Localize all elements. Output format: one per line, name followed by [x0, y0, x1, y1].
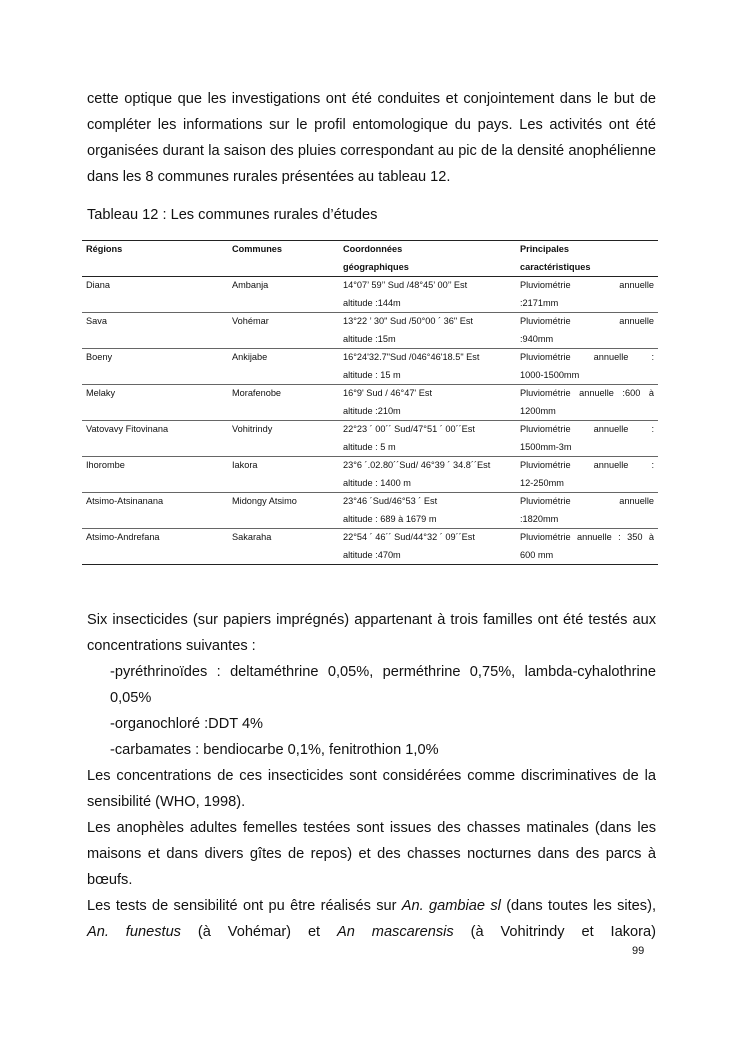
header-commune: Communes — [228, 241, 339, 277]
cell-region: Ihorombe — [86, 460, 125, 470]
list-item-carbamates: -carbamates : bendiocarbe 0,1%, fenitrothion 1,0% — [110, 742, 439, 758]
header-coordinates: Coordonnées géographiques — [339, 241, 516, 277]
communes-table — [82, 240, 658, 565]
cell-coordinates: 23°46 ´Sud/46°53 ´ Est altitude : 689 à 1679 m — [343, 496, 438, 524]
cell-coordinates: 22°23 ´ 00´´ Sud/47°51 ´ 00´´Est altitude : 5 m — [343, 424, 475, 452]
species-gambiae: An. gambiae sl — [401, 898, 501, 914]
cell-commune: Vohémar — [232, 316, 269, 326]
species-funestus: An. funestus — [87, 924, 181, 940]
table-row — [82, 277, 658, 313]
table-row — [82, 385, 658, 421]
cell-region: Atsimo-Atsinanana — [86, 496, 164, 506]
cell-coordinates: 16°9' Sud / 46°47' Est altitude :210m — [343, 388, 433, 416]
cell-coordinates: 14°07’ 59’’ Sud /48°45’ 00’’ Est altitude :144m — [343, 280, 468, 308]
cell-coordinates: 23°6 ´.02.80´´Sud/ 46°39 ´ 34.8´´Est altitude : 1400 m — [343, 460, 491, 488]
cell-commune: Ambanja — [232, 280, 269, 290]
cell-features: Pluviométrie annuelle : 1000-1500mm — [520, 352, 654, 380]
header-region: Régions — [82, 241, 228, 277]
cell-features: Pluviométrie annuelle :1820mm — [520, 496, 654, 524]
table-row — [82, 421, 658, 457]
table-row — [82, 493, 658, 529]
cell-region: Sava — [86, 316, 107, 326]
cell-commune: Sakaraha — [232, 532, 272, 542]
cell-region: Boeny — [86, 352, 113, 362]
concentrations-paragraph: Les concentrations de ces insecticides sont considérées comme discriminatives de la sensibilité (WHO, 1998). — [87, 768, 656, 810]
cell-coordinates: 13°22 ’ 30" Sud /50°00 ´ 36" Est altitude :15m — [343, 316, 473, 344]
table-caption: Tableau 12 : Les communes rurales d’études — [87, 207, 378, 223]
page-number: 99 — [632, 945, 645, 957]
table-header-row — [82, 241, 658, 277]
cell-region: Diana — [86, 280, 111, 290]
anopheles-paragraph: Les anophèles adultes femelles testées sont issues des chasses matinales (dans les maisons et dans divers gîtes de repos) et des chasses nocturnes dans des parcs à bœufs. — [87, 820, 656, 888]
list-item-pyrethroids: -pyréthrinoïdes : deltaméthrine 0,05%, perméthrine 0,75%, lambda-cyhalothrine 0,05% — [110, 664, 656, 706]
table-row — [82, 529, 658, 565]
table-row — [82, 349, 658, 385]
cell-features: Pluviométrie annuelle : 1500mm-3m — [520, 424, 654, 452]
cell-commune: Vohitrindy — [232, 424, 273, 434]
cell-region: Atsimo-Andrefana — [86, 532, 160, 542]
table-row — [82, 313, 658, 349]
species-mascarensis: An mascarensis — [337, 924, 454, 940]
cell-region: Vatovavy Fitovinana — [86, 424, 169, 434]
cell-commune: Ankijabe — [232, 352, 268, 362]
list-item-organochlore: -organochloré :DDT 4% — [110, 716, 264, 732]
cell-commune: Iakora — [232, 460, 258, 470]
cell-commune: Morafenobe — [232, 388, 282, 398]
cell-region: Melaky — [86, 388, 116, 398]
cell-commune: Midongy Atsimo — [232, 496, 297, 506]
cell-coordinates: 16°24'32.7"Sud /046°46'18.5" Est altitude : 15 m — [343, 352, 480, 380]
insecticides-intro: Six insecticides (sur papiers imprégnés) appartenant à trois familles ont été testés aux concentrations suivantes : — [87, 612, 656, 654]
table-row — [82, 457, 658, 493]
cell-features: Pluviométrie annuelle :940mm — [520, 316, 654, 344]
tests-paragraph: Les tests de sensibilité ont pu être réalisés sur An. gambiae sl (dans toutes les sites), An. funestus (à Vohémar) et An mascarensis (à Vohitrindy et Iakora) — [87, 898, 656, 940]
intro-paragraph: cette optique que les investigations ont été conduites et conjointement dans le but de compléter les informations sur le profil entomologique du pays. Les activités ont été organisées durant la saison des pluies correspondant au pic de la densité anophélienne dans les 8 communes rurales présentées au tableau 12. — [87, 91, 656, 185]
cell-features: Pluviométrie annuelle : 12-250mm — [520, 460, 654, 488]
cell-features: Pluviométrie annuelle : 350 à 600 mm — [520, 532, 654, 560]
cell-features: Pluviométrie annuelle :2171mm — [520, 280, 654, 308]
header-features: Principales caractéristiques — [516, 241, 658, 277]
cell-coordinates: 22°54 ´ 46´´ Sud/44°32 ´ 09´´Est altitude :470m — [343, 532, 475, 560]
cell-features: Pluviométrie annuelle :600 à 1200mm — [520, 388, 654, 416]
